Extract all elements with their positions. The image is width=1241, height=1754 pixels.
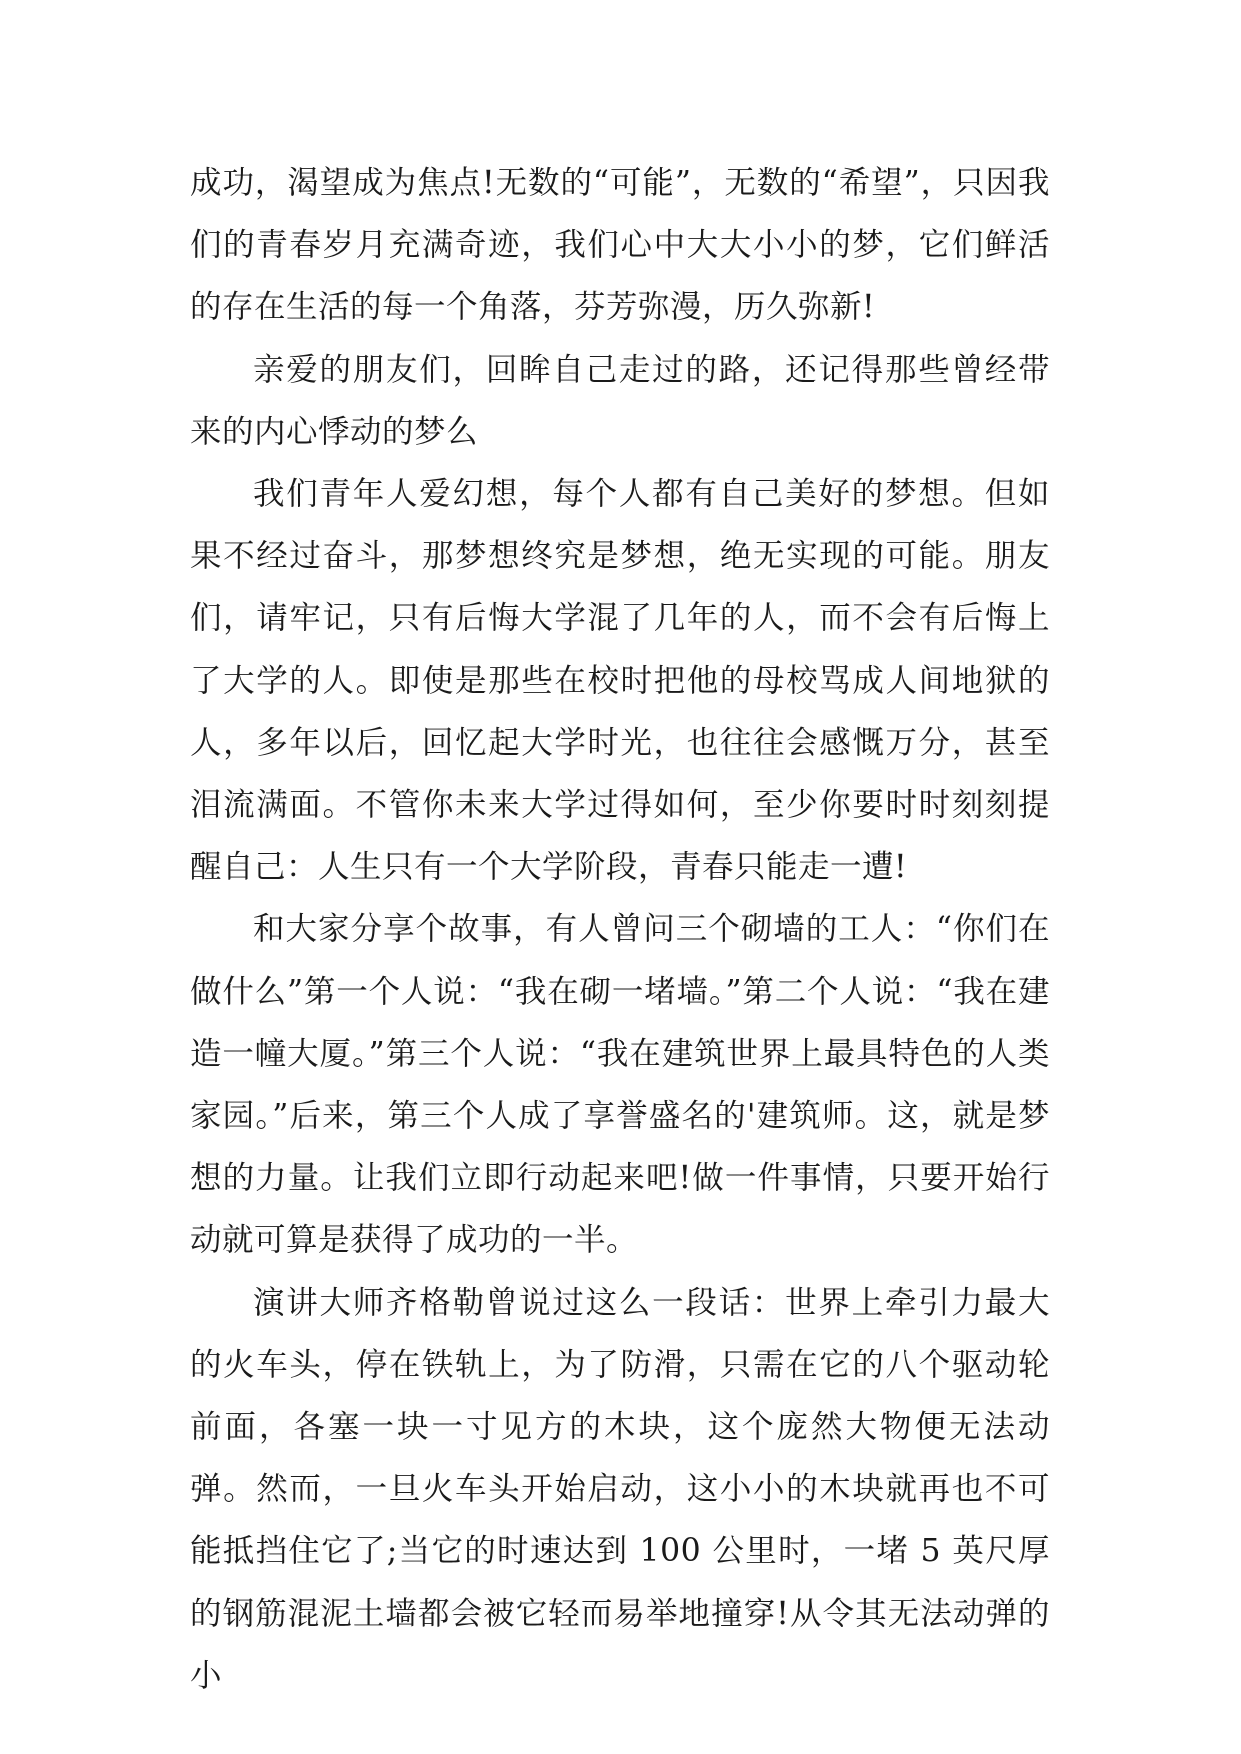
paragraph: 我们青年人爱幻想，每个人都有自己美好的梦想。但如果不经过奋斗，那梦想终究是梦想，绝无实现的可能。朋友们，请牢记，只有后悔大学混了几年的人，而不会有后悔上了大学的人。即使是那些在校时把他的母校骂成人间地狱的人，多年以后，回忆起大学时光，也往往会感慨万分，甚至泪流满面。不管你未来大学过得如何，至少你要时时刻刻提醒自己：人生只有一个大学阶段，青春只能走一遭! [190, 476, 1050, 886]
paragraph: 演讲大师齐格勒曾说过这么一段话：世界上牵引力最大的火车头，停在铁轨上，为了防滑，只需在它的八个驱动轮前面，各塞一块一寸见方的木块，这个庞然大物便无法动弹。然而，一旦火车头开始启动，这小小的木块就再也不可能抵挡住它了;当它的时速达到 100 公里时，一堵 5 英尺厚的钢筋混泥土墙都会被它轻而易举地撞穿!从令其无法动弹的小 [190, 1284, 1050, 1694]
paragraph-continued: 成功，渴望成为焦点!无数的“可能”，无数的“希望”，只因我们的青春岁月充满奇迹，我们心中大大小小的梦，它们鲜活的存在生活的每一个角落，芬芳弥漫，历久弥新! [190, 165, 1050, 326]
paragraph: 和大家分享个故事，有人曾问三个砌墙的工人：“你们在做什么”第一个人说：“我在砌一堵墙。”第二个人说：“我在建造一幢大厦。”第三个人说：“我在建筑世界上最具特色的人类家园。”后来，第三个人成了享誉盛名的'建筑师。这，就是梦想的力量。让我们立即行动起来吧!做一件事情，只要开始行动就可算是获得了成功的一半。 [190, 911, 1050, 1259]
paragraph: 亲爱的朋友们，回眸自己走过的路，还记得那些曾经带来的内心悸动的梦么 [190, 351, 1050, 450]
document-body [190, 152, 1050, 1707]
